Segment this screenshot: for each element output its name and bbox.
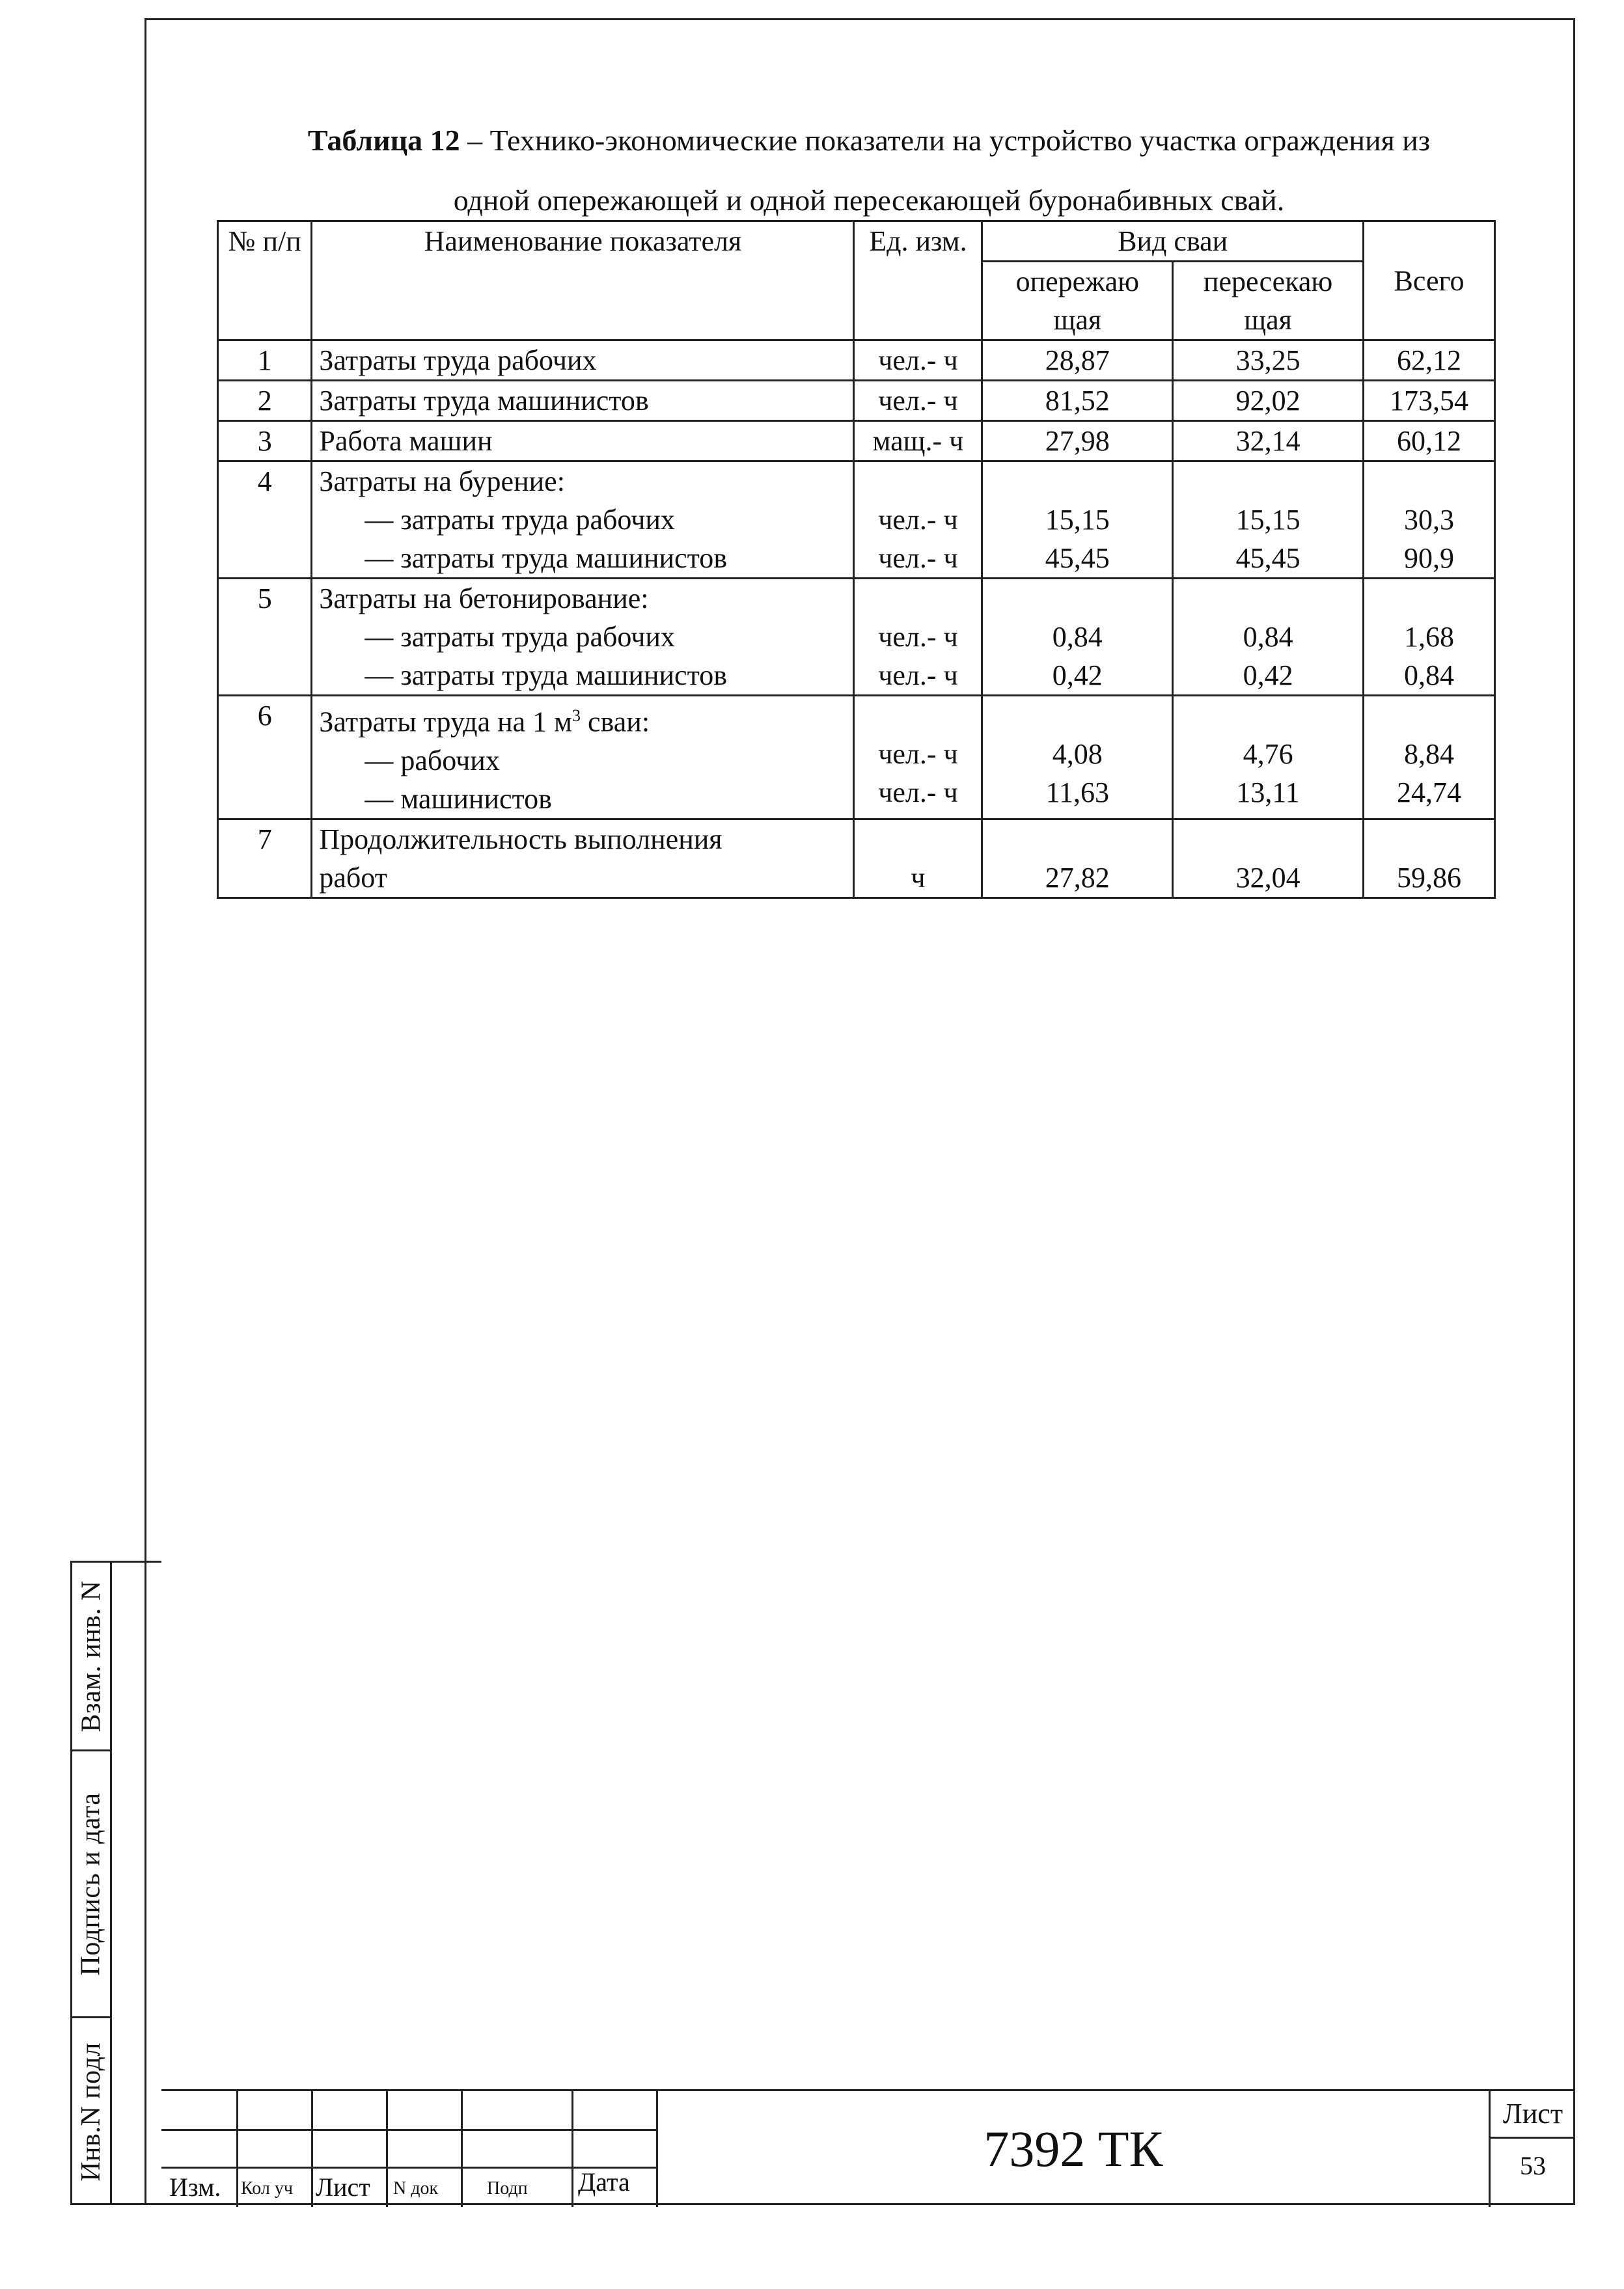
table-row-group	[218, 461, 1495, 579]
row-leading: 27,82	[982, 819, 1173, 898]
row-name	[312, 579, 854, 696]
row-total: 60,12	[1364, 421, 1495, 461]
group-item-unit: чел.- ч	[878, 504, 958, 536]
row-unit: чел.- ч	[854, 340, 982, 381]
group-item-crossing: 0,42	[1243, 659, 1293, 691]
group-title: Затраты на бурение:	[319, 465, 565, 497]
row-crossing	[1173, 461, 1364, 579]
table-row-group	[218, 579, 1495, 696]
table-row	[218, 381, 1495, 421]
inv-podl-cell	[72, 2018, 110, 2205]
group-item-unit: чел.- ч	[878, 776, 958, 808]
group-item-leading: 4,08	[1052, 738, 1103, 770]
row-crossing: 32,04	[1173, 819, 1364, 898]
row-unit	[854, 461, 982, 579]
row-name	[312, 696, 854, 819]
data-label: Дата	[578, 2167, 630, 2197]
row-crossing: 92,02	[1173, 381, 1364, 421]
group-item-unit: чел.- ч	[878, 542, 958, 574]
row-num: 4	[218, 461, 312, 579]
header-leading: опережаю щая	[982, 262, 1173, 340]
group-item-unit: чел.- ч	[878, 621, 958, 653]
row7-name-line1: Продолжительность выполнения	[319, 823, 723, 855]
group-item-leading: 0,42	[1052, 659, 1103, 691]
row-total: 62,12	[1364, 340, 1495, 381]
header-crossing: пересекаю щая	[1173, 262, 1364, 340]
group-item-total: 30,3	[1404, 504, 1454, 536]
row-total: 173,54	[1364, 381, 1495, 421]
indicators-table	[217, 220, 1496, 899]
row-total	[1364, 461, 1495, 579]
header-pile-type: Вид сваи	[982, 221, 1364, 262]
revision-grid	[161, 2091, 658, 2207]
row-name	[312, 461, 854, 579]
row-num: 3	[218, 421, 312, 461]
header-row	[218, 221, 1495, 262]
row-crossing	[1173, 579, 1364, 696]
group-item-name: — машинистов	[365, 782, 552, 815]
group-item-name: — рабочих	[365, 744, 500, 776]
sheet-number: 53	[1520, 2151, 1546, 2180]
header-unit: Ед. изм.	[854, 221, 982, 340]
row-leading: 28,87	[982, 340, 1173, 381]
header-name: Наименование показателя	[312, 221, 854, 340]
row-num: 1	[218, 340, 312, 381]
podp-label: Подп	[487, 2178, 528, 2199]
document-code: 7392 ТК	[984, 2120, 1163, 2177]
group-item-unit: чел.- ч	[878, 738, 958, 770]
group-item-name: — затраты труда рабочих	[365, 621, 675, 653]
caption-line2: одной опережающей и одной пересекающей буронабивных свай.	[453, 184, 1285, 217]
podpis-label: Подпись и дата	[76, 1792, 106, 1976]
row-name: Работа машин	[312, 421, 854, 461]
row-unit: мащ.- ч	[854, 421, 982, 461]
group-item-crossing: 15,15	[1235, 504, 1301, 536]
group-item-leading: 45,45	[1045, 542, 1110, 574]
vzam-cell	[72, 1563, 110, 1751]
row-unit	[854, 579, 982, 696]
side-strip	[70, 1561, 161, 2205]
group-title: Затраты труда на 1 $м^3$ сваи:	[319, 706, 650, 738]
row-num: 5	[218, 579, 312, 696]
vzam-label: Взам. инв. N	[76, 1580, 107, 1732]
header-total: Всего	[1364, 221, 1495, 340]
table-row	[218, 421, 1495, 461]
table-caption	[234, 111, 1504, 230]
kol-label: Кол уч	[241, 2178, 293, 2199]
group-title: Затраты на бетонирование:	[319, 583, 649, 614]
group-item-unit: чел.- ч	[878, 659, 958, 691]
row-name: Затраты труда машинистов	[312, 381, 854, 421]
caption-bold: Таблица 12	[307, 124, 460, 157]
row7-name-line2: работ	[319, 861, 387, 894]
group-item-crossing: 45,45	[1235, 542, 1301, 574]
table-row	[218, 340, 1495, 381]
group-item-leading: 0,84	[1052, 621, 1103, 653]
row-leading: 81,52	[982, 381, 1173, 421]
header-num: № п/п	[218, 221, 312, 340]
group-item-total: 24,74	[1397, 776, 1461, 808]
row-num: 2	[218, 381, 312, 421]
group-item-name: — затраты труда машинистов	[365, 659, 727, 691]
group-item-leading: 15,15	[1045, 504, 1110, 536]
group-item-crossing: 0,84	[1243, 621, 1293, 653]
row-leading	[982, 696, 1173, 819]
title-block	[161, 2089, 1575, 2205]
row-crossing: 33,25	[1173, 340, 1364, 381]
row-total	[1364, 696, 1495, 819]
group-item-name: — затраты труда рабочих	[365, 504, 675, 536]
row-total	[1364, 579, 1495, 696]
side-column	[72, 1563, 112, 2203]
row-unit: ч	[854, 819, 982, 898]
sheet-box	[1489, 2091, 1575, 2207]
inv-podl-label: Инв.N подл	[76, 2042, 107, 2182]
group-item-crossing: 13,11	[1236, 776, 1300, 808]
row-crossing	[1173, 696, 1364, 819]
table-row-group	[218, 696, 1495, 819]
group-item-total: 1,68	[1404, 621, 1454, 653]
row-leading	[982, 579, 1173, 696]
group-item-total: 8,84	[1404, 738, 1454, 770]
ndok-label: N док	[393, 2178, 439, 2199]
row-name	[312, 819, 854, 898]
row-unit: чел.- ч	[854, 381, 982, 421]
group-item-leading: 11,63	[1045, 776, 1109, 808]
row-unit	[854, 696, 982, 819]
caption-line1: – Технико-экономические показатели на устройство участка ограждения из	[460, 124, 1431, 157]
row-total: 59,86	[1364, 819, 1495, 898]
group-item-crossing: 4,76	[1243, 738, 1293, 770]
sheet-label: Лист	[1491, 2091, 1575, 2139]
row-crossing: 32,14	[1173, 421, 1364, 461]
row-num: 6	[218, 696, 312, 819]
table-row	[218, 819, 1495, 898]
list-label: Лист	[316, 2172, 370, 2202]
podpis-cell	[72, 1751, 110, 2018]
row-num: 7	[218, 819, 312, 898]
izm-label: Изм.	[169, 2172, 221, 2202]
group-item-name: — затраты труда машинистов	[365, 542, 727, 574]
group-item-total: 90,9	[1404, 542, 1454, 574]
group-item-total: 0,84	[1404, 659, 1454, 691]
row-leading: 27,98	[982, 421, 1173, 461]
row-leading	[982, 461, 1173, 579]
row-name: Затраты труда рабочих	[312, 340, 854, 381]
